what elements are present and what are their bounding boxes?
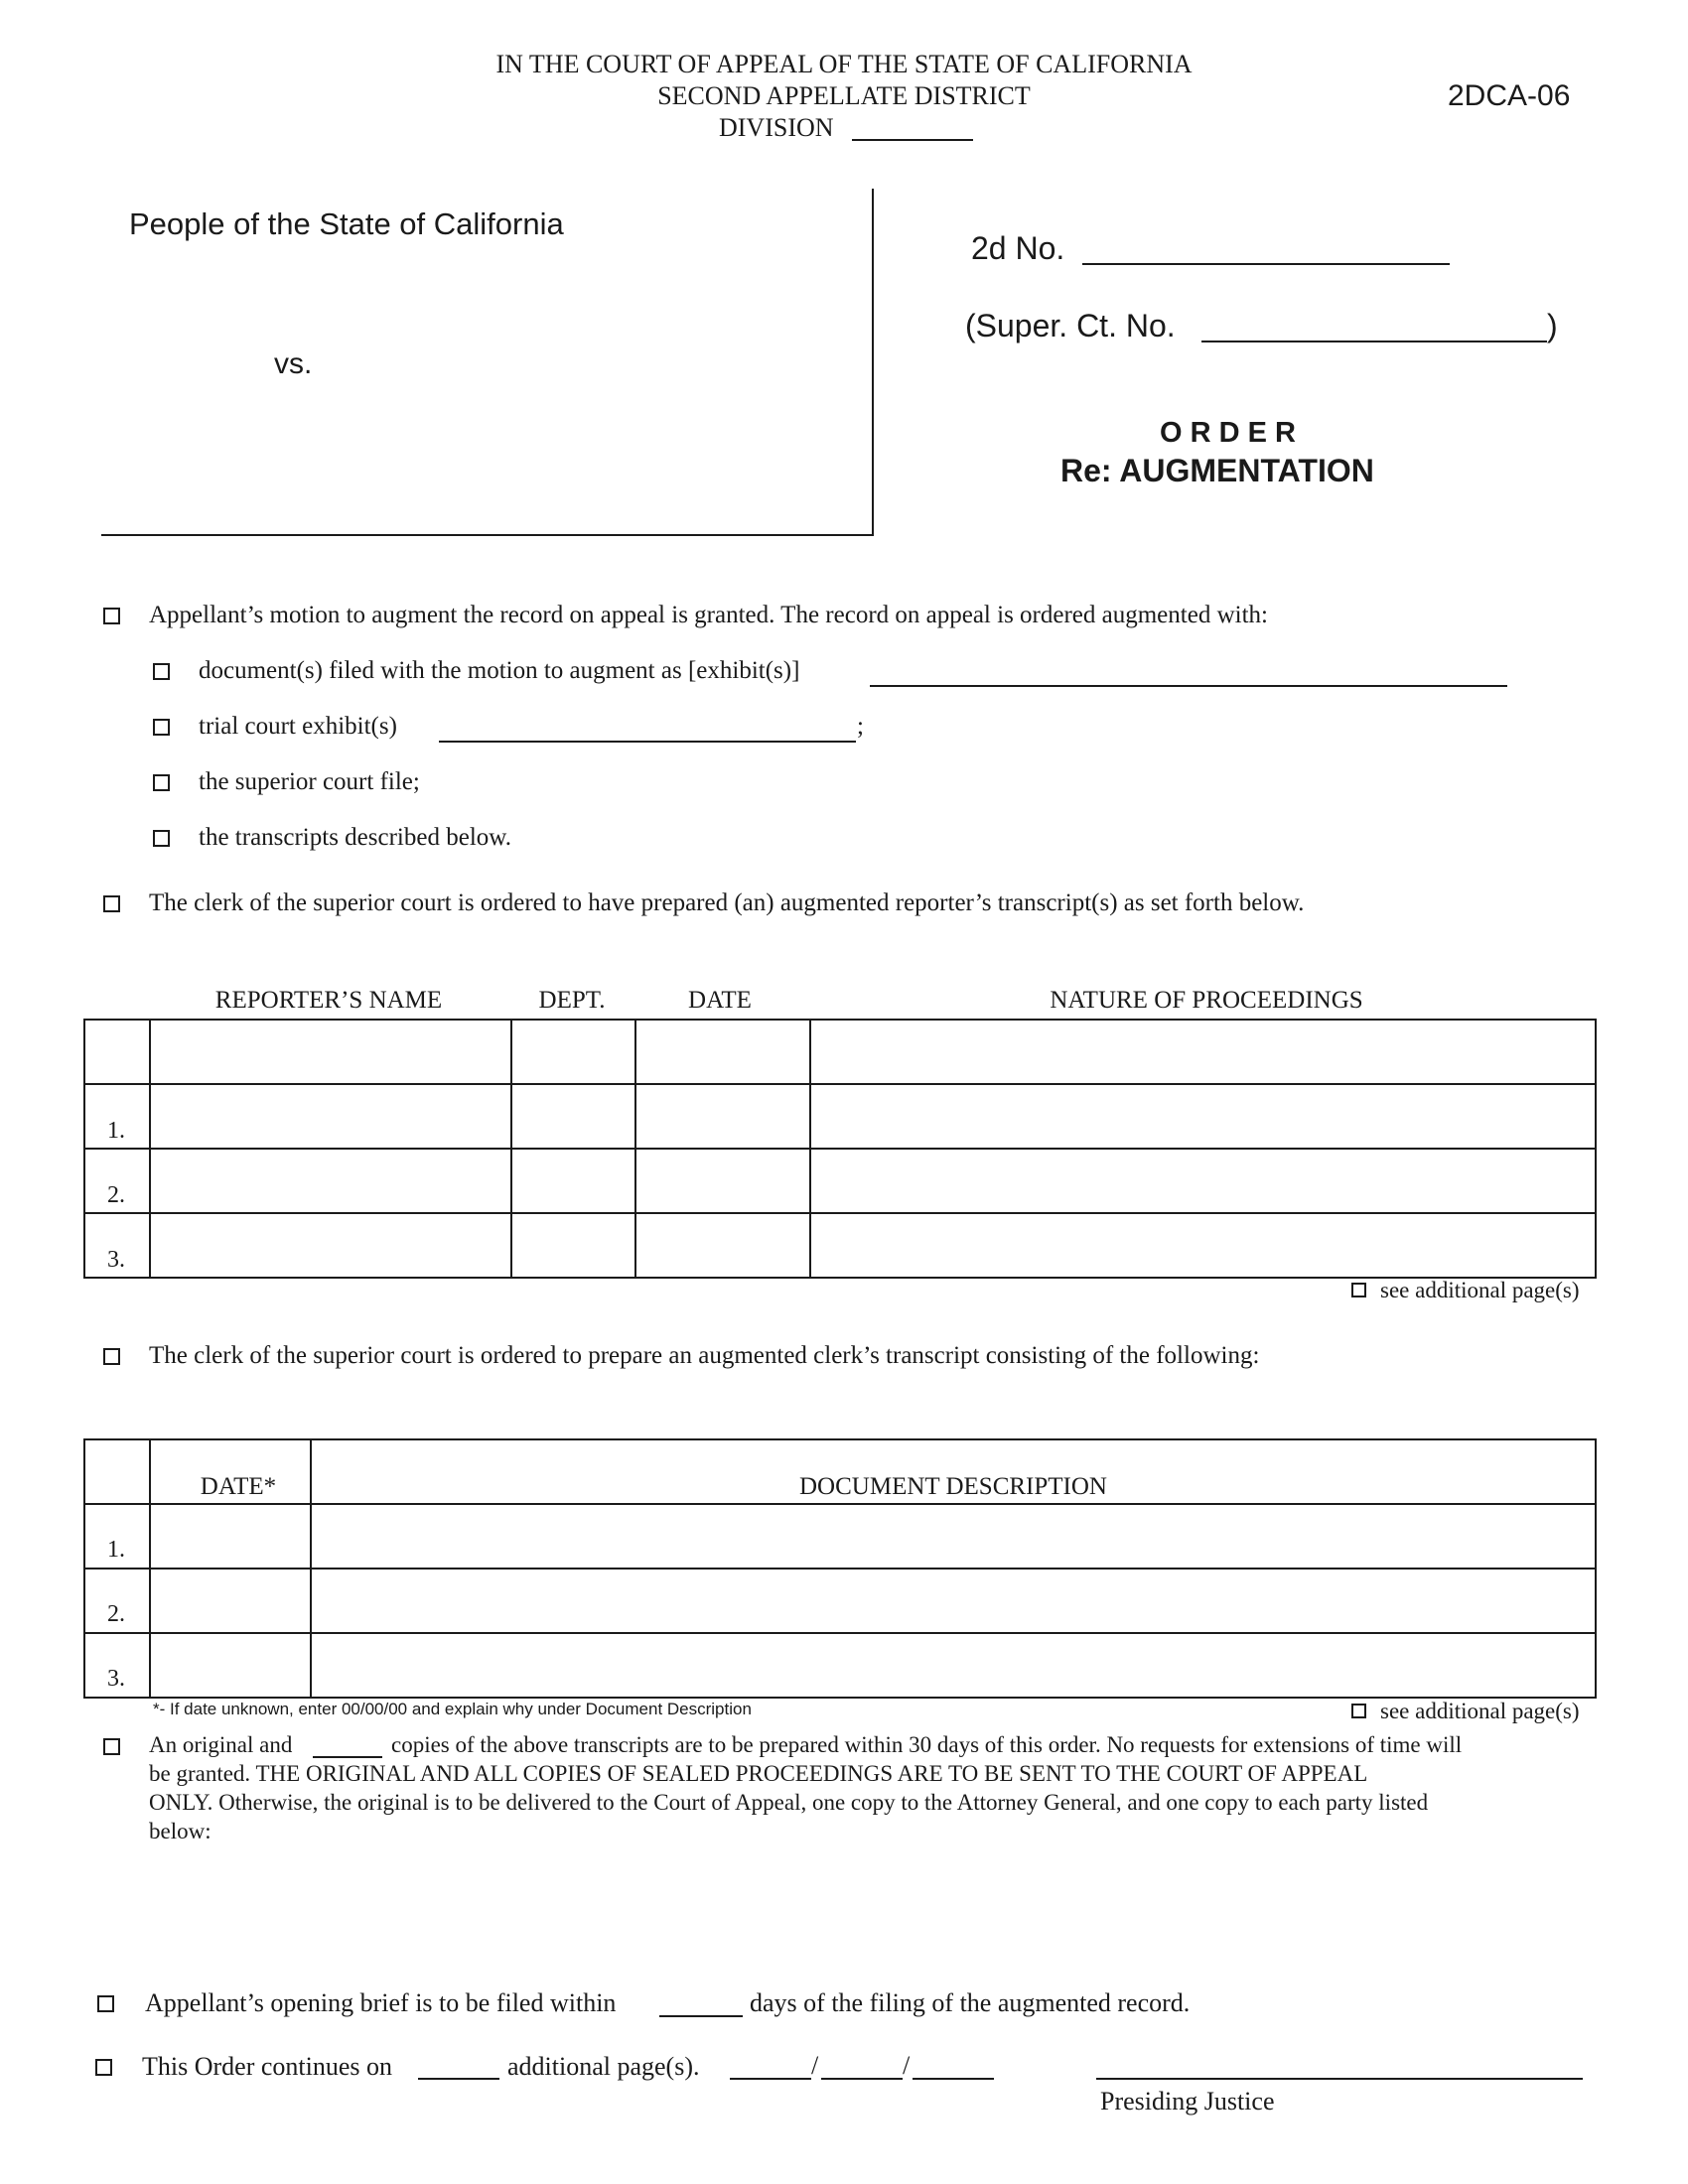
district-name: SECOND APPELLATE DISTRICT	[657, 81, 1031, 110]
continues-text-start: This Order continues on	[142, 2052, 393, 2081]
col-reporter-name: REPORTER’S NAME	[214, 987, 443, 1014]
clerk-transcript-text: The clerk of the superior court is ordered to prepare an augmented clerk’s transcript consisting of the following:	[149, 1342, 1260, 1369]
clerk-row-number: 2.	[107, 1601, 125, 1627]
trial-court-exhibits-semicolon: ;	[857, 713, 864, 740]
caption-divider	[872, 189, 874, 536]
trial-court-exhibits-checkbox[interactable]	[153, 719, 170, 736]
col-date: DATE	[688, 987, 752, 1014]
clerk-additional-pages-checkbox[interactable]	[1351, 1704, 1366, 1718]
superior-court-number-label: (Super. Ct. No.	[965, 308, 1176, 343]
date-footnote: *- If date unknown, enter 00/00/00 and explain why under Document Description	[153, 1700, 752, 1718]
transcripts-below-checkbox[interactable]	[153, 830, 170, 847]
form-code: 2DCA-06	[1448, 79, 1571, 112]
continues-text-end: additional page(s).	[507, 2052, 700, 2081]
copies-count-field[interactable]	[313, 1756, 382, 1758]
col-clerk-date: DATE*	[200, 1473, 277, 1500]
continues-checkbox[interactable]	[95, 2059, 112, 2076]
augment-granted-checkbox[interactable]	[103, 608, 120, 624]
col-document-description: DOCUMENT DESCRIPTION	[799, 1473, 1107, 1500]
additional-pages-count-field[interactable]	[418, 2078, 499, 2080]
copies-text-start: An original and	[149, 1732, 293, 1757]
trial-court-exhibits-text: trial court exhibit(s)	[199, 713, 397, 740]
signature-line[interactable]	[1096, 2078, 1583, 2080]
reporter-row-number: 2.	[107, 1182, 125, 1208]
date-month-field[interactable]	[730, 2078, 811, 2080]
reporter-transcript-text: The clerk of the superior court is ordered to have prepared (an) augmented reporter’s transcript(s) as set forth below.	[149, 889, 1305, 916]
superior-court-number-field[interactable]	[1201, 341, 1547, 342]
date-separator: /	[903, 2051, 911, 2080]
opening-brief-text-end: days of the filing of the augmented record.	[750, 1988, 1191, 2017]
superior-court-file-text: the superior court file;	[199, 768, 420, 795]
superior-court-close-paren: )	[1547, 308, 1558, 343]
versus-label: vs.	[274, 347, 313, 380]
reporter-transcript-checkbox[interactable]	[103, 895, 120, 912]
order-title: O R D E R	[1160, 417, 1296, 449]
case-number-label: 2d No.	[971, 230, 1065, 266]
presiding-justice-label: Presiding Justice	[1100, 2087, 1275, 2116]
superior-court-file-checkbox[interactable]	[153, 774, 170, 791]
transcripts-below-text: the transcripts described below.	[199, 824, 511, 851]
trial-court-exhibits-field[interactable]	[439, 741, 856, 743]
date-year-field[interactable]	[913, 2078, 994, 2080]
opening-brief-checkbox[interactable]	[97, 1995, 114, 2012]
copies-text-line2: be granted. THE ORIGINAL AND ALL COPIES OF SEALED PROCEEDINGS ARE TO BE SENT TO THE COURT OF APPEAL	[149, 1761, 1368, 1786]
division-field[interactable]	[852, 139, 973, 141]
copies-text-line1: copies of the above transcripts are to be prepared within 30 days of this order. No requests for extensions of time will	[391, 1732, 1463, 1757]
copies-checkbox[interactable]	[103, 1738, 120, 1755]
date-separator: /	[811, 2051, 819, 2080]
clerk-transcript-checkbox[interactable]	[103, 1348, 120, 1365]
copies-text-line3: ONLY. Otherwise, the original is to be delivered to the Court of Appeal, one copy to the Attorney General, and one copy to each party listed	[149, 1790, 1429, 1815]
col-nature-of-proceedings: NATURE OF PROCEEDINGS	[1050, 987, 1363, 1014]
col-dept: DEPT.	[538, 987, 606, 1014]
order-subtitle: Re: AUGMENTATION	[1060, 453, 1374, 488]
reporter-additional-pages-text: see additional page(s)	[1380, 1278, 1580, 1302]
motion-documents-checkbox[interactable]	[153, 663, 170, 680]
opening-brief-days-field[interactable]	[659, 2015, 743, 2017]
date-day-field[interactable]	[821, 2078, 903, 2080]
clerk-row-number: 3.	[107, 1666, 125, 1692]
motion-documents-text: document(s) filed with the motion to augment as [exhibit(s)]	[199, 657, 800, 684]
reporter-row-number: 3.	[107, 1247, 125, 1273]
case-number-field[interactable]	[1082, 263, 1450, 265]
caption-underline	[101, 534, 874, 536]
party-name: People of the State of California	[129, 206, 564, 241]
court-name: IN THE COURT OF APPEAL OF THE STATE OF CALIFORNIA	[495, 50, 1193, 78]
division-label: DIVISION	[719, 113, 834, 142]
copies-text-line4: below:	[149, 1819, 211, 1843]
reporter-row-number: 1.	[107, 1118, 125, 1144]
augment-granted-text: Appellant’s motion to augment the record on appeal is granted. The record on appeal is ordered augmented with:	[149, 602, 1268, 628]
exhibits-field[interactable]	[870, 685, 1507, 687]
opening-brief-text-start: Appellant’s opening brief is to be filed within	[145, 1988, 617, 2017]
clerk-row-number: 1.	[107, 1537, 125, 1563]
reporter-additional-pages-checkbox[interactable]	[1351, 1283, 1366, 1297]
clerk-additional-pages-text: see additional page(s)	[1380, 1699, 1580, 1723]
